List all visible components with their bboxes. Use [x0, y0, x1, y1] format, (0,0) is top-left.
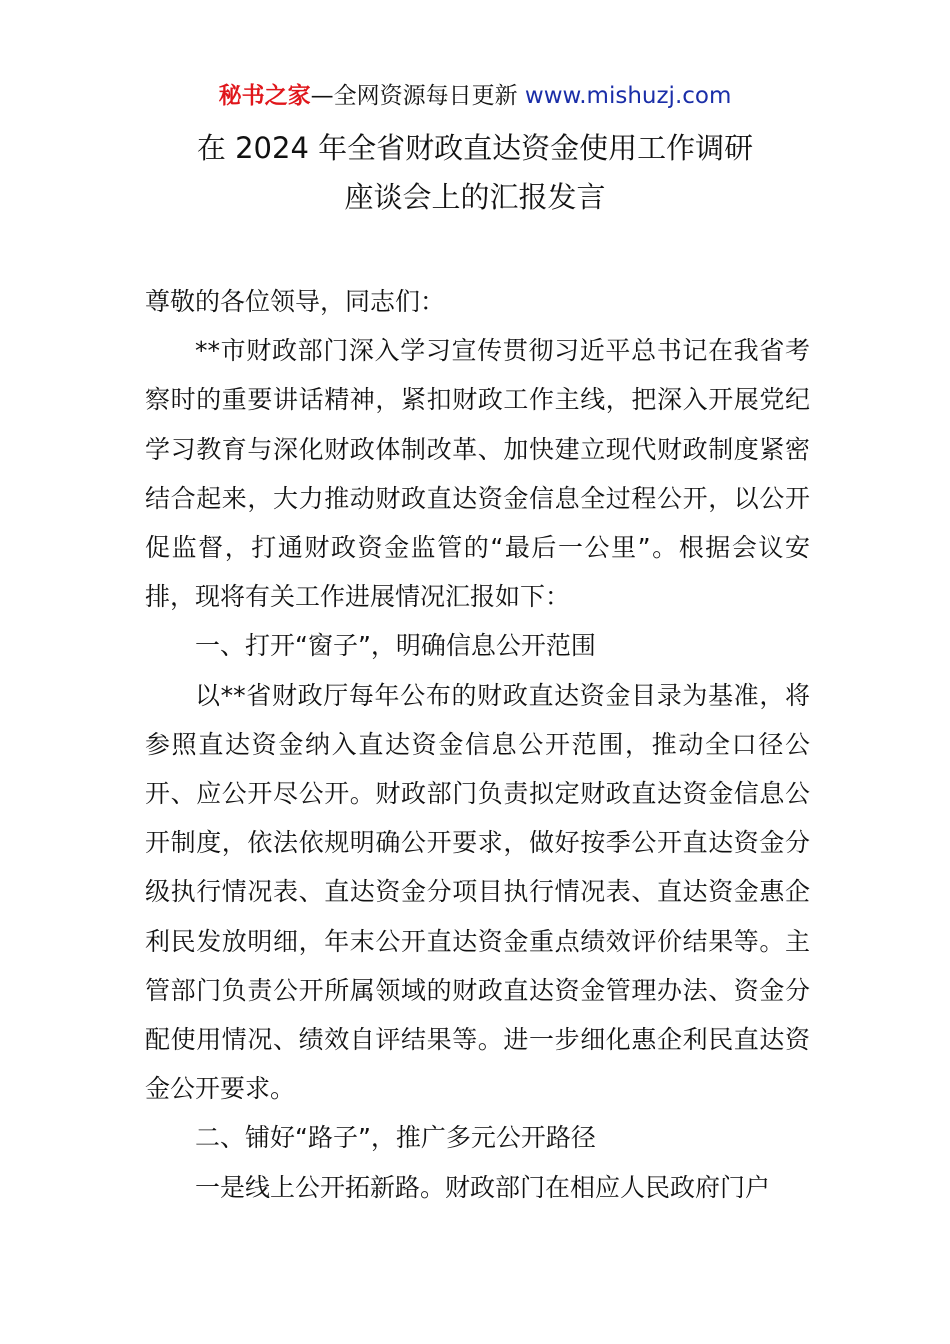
brand-name: 秘书之家: [218, 83, 311, 109]
document-title-line-2: 座谈会上的汇报发言: [344, 180, 606, 214]
document-title-line-1: 在 2024 年全省财政直达资金使用工作调研: [196, 131, 754, 165]
document-body: [145, 277, 810, 1212]
salutation: 尊敬的各位领导，同志们：: [145, 287, 446, 316]
section-2-paragraph: 一是线上公开拓新路。财政部门在相应人民政府门户: [195, 1172, 771, 1202]
site-url-link[interactable]: www.mishuzj.com: [524, 83, 732, 109]
site-header: [0, 80, 950, 112]
section-2-heading: 二、铺好“路子”，推广多元公开路径: [195, 1123, 596, 1153]
section-1-paragraph: 以**省财政厅每年公布的财政直达资金目录为基准，将参照直达资金纳入直达资金信息公开范围，推动全口径公开、应公开尽公开。财政部门负责拟定财政直达资金信息公开制度，依法依规明确公开要求，做好按季公开直达资金分级执行情况表、直达资金分项目执行情况表、直达资金惠企利民发放明细，年末公开直达资金重点绩效评价结果等。主管部门负责公开所属领域的财政直达资金管理办法、资金分配使用情况、绩效自评结果等。进一步细化惠企利民直达资金公开要求。: [145, 680, 810, 1104]
section-1-heading: 一、打开“窗子”，明确信息公开范围: [195, 631, 596, 661]
header-tagline: —全网资源每日更新: [310, 83, 525, 109]
intro-paragraph: **市财政部门深入学习宣传贯彻习近平总书记在我省考察时的重要讲话精神，紧扣财政工作主线，把深入开展党纪学习教育与深化财政体制改革、加快建立现代财政制度紧密结合起来，大力推动财政直达资金信息全过程公开，以公开促监督，打通财政资金监管的“最后一公里”。根据会议安排，现将有关工作进展情况汇报如下：: [145, 336, 810, 612]
